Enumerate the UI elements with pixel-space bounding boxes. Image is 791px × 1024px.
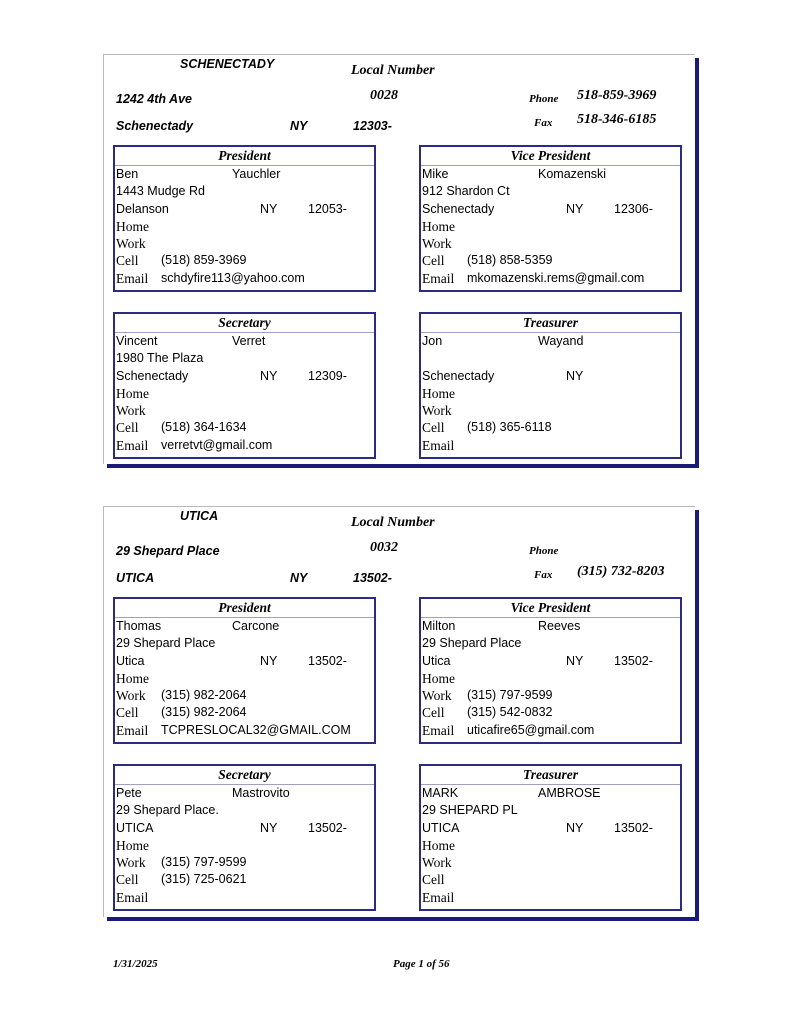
officer-zip: 13502-	[614, 820, 653, 835]
officer-home-row	[115, 670, 374, 687]
officer-email: mkomazenski.rems@gmail.com	[467, 270, 645, 285]
officer-work-phone: (315) 982-2064	[161, 688, 247, 703]
officer-work-row	[421, 235, 680, 252]
officer-state: NY	[260, 368, 278, 383]
local-city: UTICA	[116, 571, 155, 585]
officer-email-row	[115, 270, 374, 287]
officer-zip: 13502-	[614, 653, 653, 668]
officer-email-row	[421, 437, 680, 454]
officer-city-row	[115, 201, 374, 218]
officer-work-row	[421, 402, 680, 419]
officer-state: NY	[566, 368, 584, 383]
home-label: Home	[422, 385, 455, 401]
phone-label: Phone	[529, 93, 559, 105]
home-label: Home	[116, 385, 149, 401]
officer-last-name: Mastrovito	[232, 786, 290, 800]
officer-cell-row	[421, 419, 680, 436]
fax-label: Fax	[534, 117, 553, 129]
local-number-label: Local Number	[351, 63, 435, 78]
officer-city-row	[421, 201, 680, 218]
officer-first-name: MARK	[422, 786, 459, 800]
officer-city: Schenectady	[116, 368, 189, 383]
officer-home-row	[421, 218, 680, 235]
home-label: Home	[116, 837, 149, 853]
officer-title: Secretary	[115, 766, 374, 785]
officer-first-name: Pete	[116, 786, 142, 800]
officer-box-president	[113, 597, 376, 744]
officer-last-name: Verret	[232, 334, 266, 348]
email-label: Email	[116, 889, 149, 905]
officer-cell-row	[421, 252, 680, 269]
officer-email-row	[115, 437, 374, 454]
work-label: Work	[116, 688, 146, 704]
email-label: Email	[422, 270, 455, 286]
officer-first-name: Mike	[422, 167, 449, 181]
local-street: 1242 4th Ave	[116, 92, 192, 106]
fax-value: 518-346-6185	[577, 112, 657, 127]
officer-work-row	[115, 402, 374, 419]
officer-name-row	[421, 785, 680, 802]
local-number: 0028	[370, 88, 398, 103]
officer-cell-row	[115, 419, 374, 436]
email-label: Email	[116, 270, 149, 286]
officer-email-row	[421, 722, 680, 739]
officer-state: NY	[260, 653, 278, 668]
officer-city: UTICA	[116, 820, 154, 835]
local-zip: 13502-	[353, 571, 392, 585]
officer-cell-row	[421, 871, 680, 888]
officer-address-row	[421, 802, 680, 819]
officer-last-name: Carcone	[232, 619, 280, 633]
officer-address: 1980 The Plaza	[116, 351, 204, 366]
officer-cell-row	[115, 704, 374, 721]
officer-city: Schenectady	[422, 201, 495, 216]
officer-address-row	[115, 183, 374, 200]
officer-box-vice-president	[419, 145, 682, 292]
officer-address: 1443 Mudge Rd	[116, 184, 205, 199]
local-zip: 12303-	[353, 119, 392, 133]
officer-box-president	[113, 145, 376, 292]
local-number: 0032	[370, 540, 398, 555]
officer-box-secretary	[113, 312, 376, 459]
officer-email: uticafire65@gmail.com	[467, 722, 595, 737]
officer-home-row	[421, 837, 680, 854]
officer-state: NY	[566, 653, 584, 668]
email-label: Email	[422, 437, 455, 453]
officer-name-row	[115, 618, 374, 635]
officer-home-row	[421, 670, 680, 687]
officer-work-row	[421, 687, 680, 704]
phone-value: 518-859-3969	[577, 88, 657, 103]
officer-work-row	[115, 687, 374, 704]
email-label: Email	[116, 437, 149, 453]
officer-address-row	[115, 350, 374, 367]
officer-title: Treasurer	[421, 766, 680, 785]
officer-work-phone: (315) 797-9599	[161, 855, 247, 870]
officer-title: President	[115, 147, 374, 166]
officer-city: UTICA	[422, 820, 460, 835]
local-card-utica	[103, 506, 695, 917]
officer-address: 912 Shardon Ct	[422, 184, 510, 199]
officer-zip: 12306-	[614, 201, 653, 216]
officer-city-row	[115, 820, 374, 837]
officer-box-secretary	[113, 764, 376, 911]
officer-city-row	[421, 368, 680, 385]
officer-city-row	[115, 653, 374, 670]
local-state: NY	[290, 119, 308, 133]
home-label: Home	[422, 218, 455, 234]
cell-label: Cell	[116, 253, 139, 269]
officer-box-vice-president	[419, 597, 682, 744]
officer-title: President	[115, 599, 374, 618]
fax-label: Fax	[534, 569, 553, 581]
officer-name-row	[115, 166, 374, 183]
officer-email: schdyfire113@yahoo.com	[161, 270, 305, 285]
cell-label: Cell	[116, 705, 139, 721]
officer-city: Utica	[422, 653, 451, 668]
fax-value: (315) 732-8203	[577, 564, 665, 579]
home-label: Home	[116, 670, 149, 686]
officer-first-name: Ben	[116, 167, 139, 181]
officer-zip: 12053-	[308, 201, 347, 216]
officer-cell-phone: (518) 859-3969	[161, 253, 247, 268]
cell-label: Cell	[116, 420, 139, 436]
officer-address-row	[421, 635, 680, 652]
officer-home-row	[421, 385, 680, 402]
officer-last-name: Komazenski	[538, 167, 607, 181]
officer-city-row	[421, 820, 680, 837]
officer-first-name: Milton	[422, 619, 456, 633]
officer-cell-phone: (315) 542-0832	[467, 705, 553, 720]
officer-email: TCPRESLOCAL32@GMAIL.COM	[161, 722, 351, 737]
officer-cell-phone: (315) 982-2064	[161, 705, 247, 720]
work-label: Work	[422, 855, 452, 871]
officer-email-row	[421, 889, 680, 906]
cell-label: Cell	[116, 872, 139, 888]
officer-box-treasurer	[419, 764, 682, 911]
officer-last-name: Reeves	[538, 619, 581, 633]
officer-title: Vice President	[421, 147, 680, 166]
officer-title: Secretary	[115, 314, 374, 333]
officer-address: 29 Shepard Place.	[116, 803, 219, 818]
officer-state: NY	[260, 201, 278, 216]
officer-name-row	[115, 785, 374, 802]
officer-last-name: Wayand	[538, 334, 584, 348]
local-city-title: UTICA	[180, 509, 219, 523]
footer-page-number: Page 1 of 56	[393, 958, 450, 970]
officer-title: Vice President	[421, 599, 680, 618]
cell-label: Cell	[422, 253, 445, 269]
officer-name-row	[421, 333, 680, 350]
email-label: Email	[422, 722, 455, 738]
cell-label: Cell	[422, 872, 445, 888]
local-number-label: Local Number	[351, 515, 435, 530]
home-label: Home	[116, 218, 149, 234]
officer-home-row	[115, 385, 374, 402]
officer-cell-phone: (315) 725-0621	[161, 872, 247, 887]
officer-address: 29 SHEPARD PL	[422, 803, 518, 818]
email-label: Email	[422, 889, 455, 905]
officer-work-row	[115, 235, 374, 252]
officer-name-row	[421, 618, 680, 635]
officer-city: Utica	[116, 653, 145, 668]
officer-cell-phone: (518) 364-1634	[161, 420, 247, 435]
home-label: Home	[422, 837, 455, 853]
officer-title: Treasurer	[421, 314, 680, 333]
officer-email-row	[115, 722, 374, 739]
officer-zip: 12309-	[308, 368, 347, 383]
officer-email: verretvt@gmail.com	[161, 437, 273, 452]
officer-cell-phone: (518) 858-5359	[467, 253, 553, 268]
officer-state: NY	[566, 201, 584, 216]
officer-name-row	[421, 166, 680, 183]
work-label: Work	[116, 855, 146, 871]
work-label: Work	[422, 403, 452, 419]
officer-cell-row	[115, 252, 374, 269]
phone-label: Phone	[529, 545, 559, 557]
officer-address-row	[421, 183, 680, 200]
officer-last-name: AMBROSE	[538, 786, 601, 800]
home-label: Home	[422, 670, 455, 686]
officer-cell-phone: (518) 365-6118	[467, 420, 552, 435]
work-label: Work	[422, 236, 452, 252]
officer-first-name: Thomas	[116, 619, 162, 633]
email-label: Email	[116, 722, 149, 738]
officer-state: NY	[566, 820, 584, 835]
officer-state: NY	[260, 820, 278, 835]
officer-city-row	[421, 653, 680, 670]
officer-home-row	[115, 837, 374, 854]
officer-name-row	[115, 333, 374, 350]
officer-work-row	[421, 854, 680, 871]
officer-city: Schenectady	[422, 368, 495, 383]
officer-home-row	[115, 218, 374, 235]
officer-address-row	[421, 350, 680, 367]
local-city: Schenectady	[116, 119, 194, 133]
officer-first-name: Vincent	[116, 334, 158, 348]
officer-first-name: Jon	[422, 334, 443, 348]
officer-zip: 13502-	[308, 653, 347, 668]
officer-work-phone: (315) 797-9599	[467, 688, 553, 703]
cell-label: Cell	[422, 420, 445, 436]
officer-address: 29 Shepard Place	[116, 636, 216, 651]
officer-box-treasurer	[419, 312, 682, 459]
officer-address-row	[115, 635, 374, 652]
work-label: Work	[422, 688, 452, 704]
local-card-schenectady	[103, 54, 695, 464]
officer-cell-row	[115, 871, 374, 888]
officer-city-row	[115, 368, 374, 385]
officer-city: Delanson	[116, 201, 169, 216]
officer-address: 29 Shepard Place	[422, 636, 522, 651]
officer-zip: 13502-	[308, 820, 347, 835]
local-city-title: SCHENECTADY	[180, 57, 275, 71]
work-label: Work	[116, 236, 146, 252]
cell-label: Cell	[422, 705, 445, 721]
footer-date: 1/31/2025	[113, 958, 158, 970]
officer-cell-row	[421, 704, 680, 721]
officer-email-row	[421, 270, 680, 287]
officer-address-row	[115, 802, 374, 819]
local-street: 29 Shepard Place	[116, 544, 220, 558]
officer-last-name: Yauchler	[232, 167, 281, 181]
local-state: NY	[290, 571, 308, 585]
work-label: Work	[116, 403, 146, 419]
officer-email-row	[115, 889, 374, 906]
officer-work-row	[115, 854, 374, 871]
